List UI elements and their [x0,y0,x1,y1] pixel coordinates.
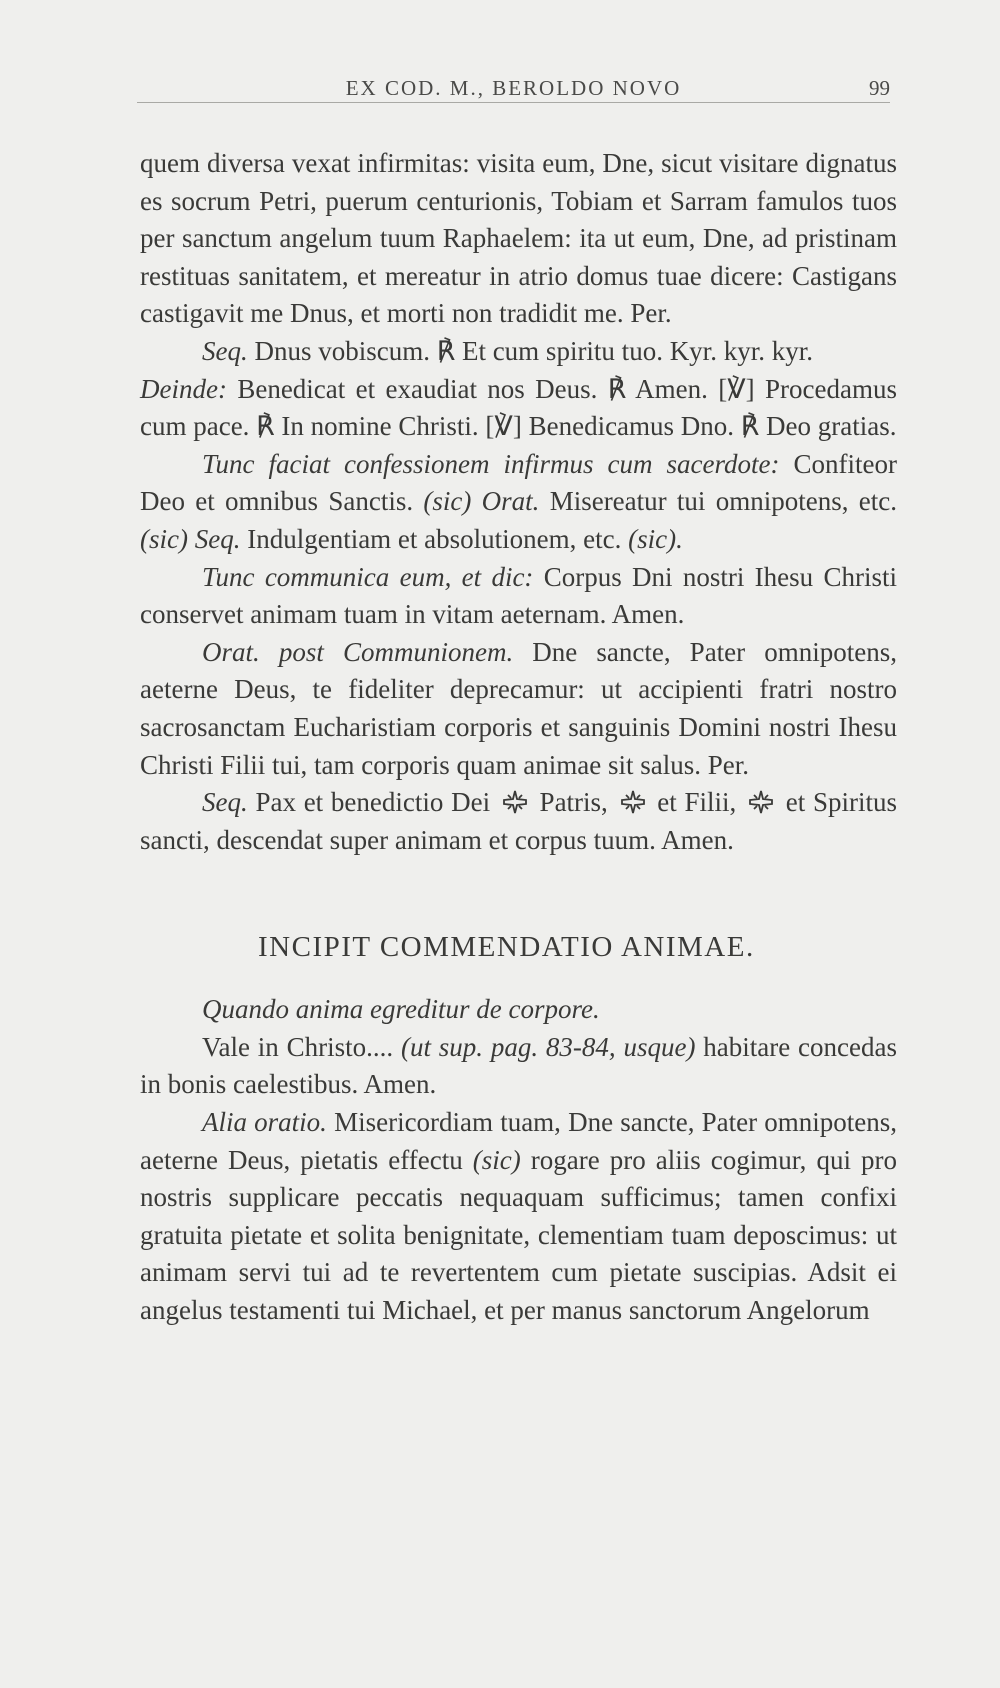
paragraph-7-text-a: Pax et benedictio Dei [247,787,498,818]
paragraph-3 [140,371,897,446]
paragraph-2 [140,333,897,371]
rubric-deinde: Deinde: [140,373,227,404]
paragraph-4-text-a: Confiteor Deo et omnibus Sanctis. [140,448,897,517]
paragraph-10-text-b: rogare pro aliis cogimur, qui pro nostris supplicare peccatis nequaquam sufficimus; tamen confixi gratuita pietate et solita benignitate, clementiam tuam deposcimus: ut animam servi tui ad te revertentem cum pietate suscipias. Adsit ei angelus testamenti tui Michael, et per manus sanctorum Angelorum [140,1144,897,1326]
cross-pattee-icon [620,789,646,815]
paragraph-1-text: quem diversa vexat infirmitas: visita eum, Dne, sicut visitare dignatus es socrum Petri, puerum centurionis, Tobiam et Sarram famulos tuos per sanctum angelum tuum Raphaelem: ita ut eum, Dne, ad pristinam restituas sanitatem, et mereatur in atrio domus tuae dicere: Castigans castigavit me Dnus, et morti non tradidit me. Per. [140,148,897,329]
rubric-seq: Seq. [202,335,248,366]
rubric-orat: Orat. [471,486,540,517]
cross-reference: (ut sup. pag. 83-84, usque) [400,1031,696,1062]
paragraph-10 [140,1104,897,1330]
paragraph-10-text-a: Misericordiam tuam, Dne sancte, Pater omnipotens, aeterne Deus, pietatis effectu [140,1107,897,1175]
paragraph-4-text-b: Misereatur tui omnipotens, etc. [539,486,897,517]
paragraph-6 [140,634,897,784]
rubric-seq: Seq. [202,787,248,818]
page-number: 99 [869,76,890,100]
rubric-quando: Quando anima egreditur de corpore. [202,994,600,1025]
running-head [137,72,890,103]
rubric-communion: Tunc communica eum, et dic: [202,561,534,592]
paragraph-7 [140,784,897,859]
paragraph-9-text-a: Vale in Christo.... [202,1031,401,1062]
paragraph-5 [140,559,897,634]
sic-note: (sic). [628,523,683,554]
paragraph-6-text: Dne sancte, Pater omnipotens, aeterne Deus, te fideliter deprecamur: ut accipienti fratri nostro sacrosanctam Eucharistiam corporis et sanguinis Domini nostri Ihesu Christi Filii tui, tam corporis quam animae sit salus. Per. [140,636,897,780]
section-heading: INCIPIT COMMENDATIO ANIMAE. [258,931,755,964]
text-block [140,145,897,1330]
cross-pattee-icon [502,789,528,815]
sic-note: (sic) [472,1144,521,1175]
paragraph-9-text-b: habitare concedas in bonis caelestibus. Amen. [140,1031,897,1100]
paragraph-4 [140,446,897,559]
paragraph-7-text-b: Patris, [531,787,616,818]
sic-note: (sic) [140,523,188,554]
rubric-alia-oratio: Alia oratio. [202,1107,327,1138]
paragraph-4-text-c: Indulgentiam et absolutionem, etc. [240,523,629,554]
paragraph-2-text: Dnus vobiscum. ℟ Et cum spiritu tuo. Kyr. kyr. kyr. [247,335,813,366]
paragraph-9 [140,1029,897,1104]
cross-pattee-icon [748,789,774,815]
paragraph-3-text: Benedicat et exaudiat nos Deus. ℟ Amen. [℣] Procedamus cum pace. ℟ In nomine Christi. [℣] Benedicamus Dno. ℟ Deo gratias. [140,373,897,442]
paragraph-7-text-c: et Filii, [649,787,744,818]
rubric-seq: Seq. [187,523,241,554]
rubric-confession: Tunc faciat confessionem infirmus cum sacerdote: [202,448,780,479]
paragraph-7-text-d: et Spiritus sancti, descendat super animam et corpus tuum. Amen. [140,787,897,855]
paragraph-1 [140,145,897,333]
paragraph-5-text: Corpus Dni nostri Ihesu Christi conservet animam tuam in vitam aeternam. Amen. [140,561,897,630]
sic-note: (sic) [423,486,472,517]
rubric-post-communion: Orat. post Communionem. [202,636,514,667]
running-title: EX COD. M., BEROLDO NOVO [345,76,682,100]
